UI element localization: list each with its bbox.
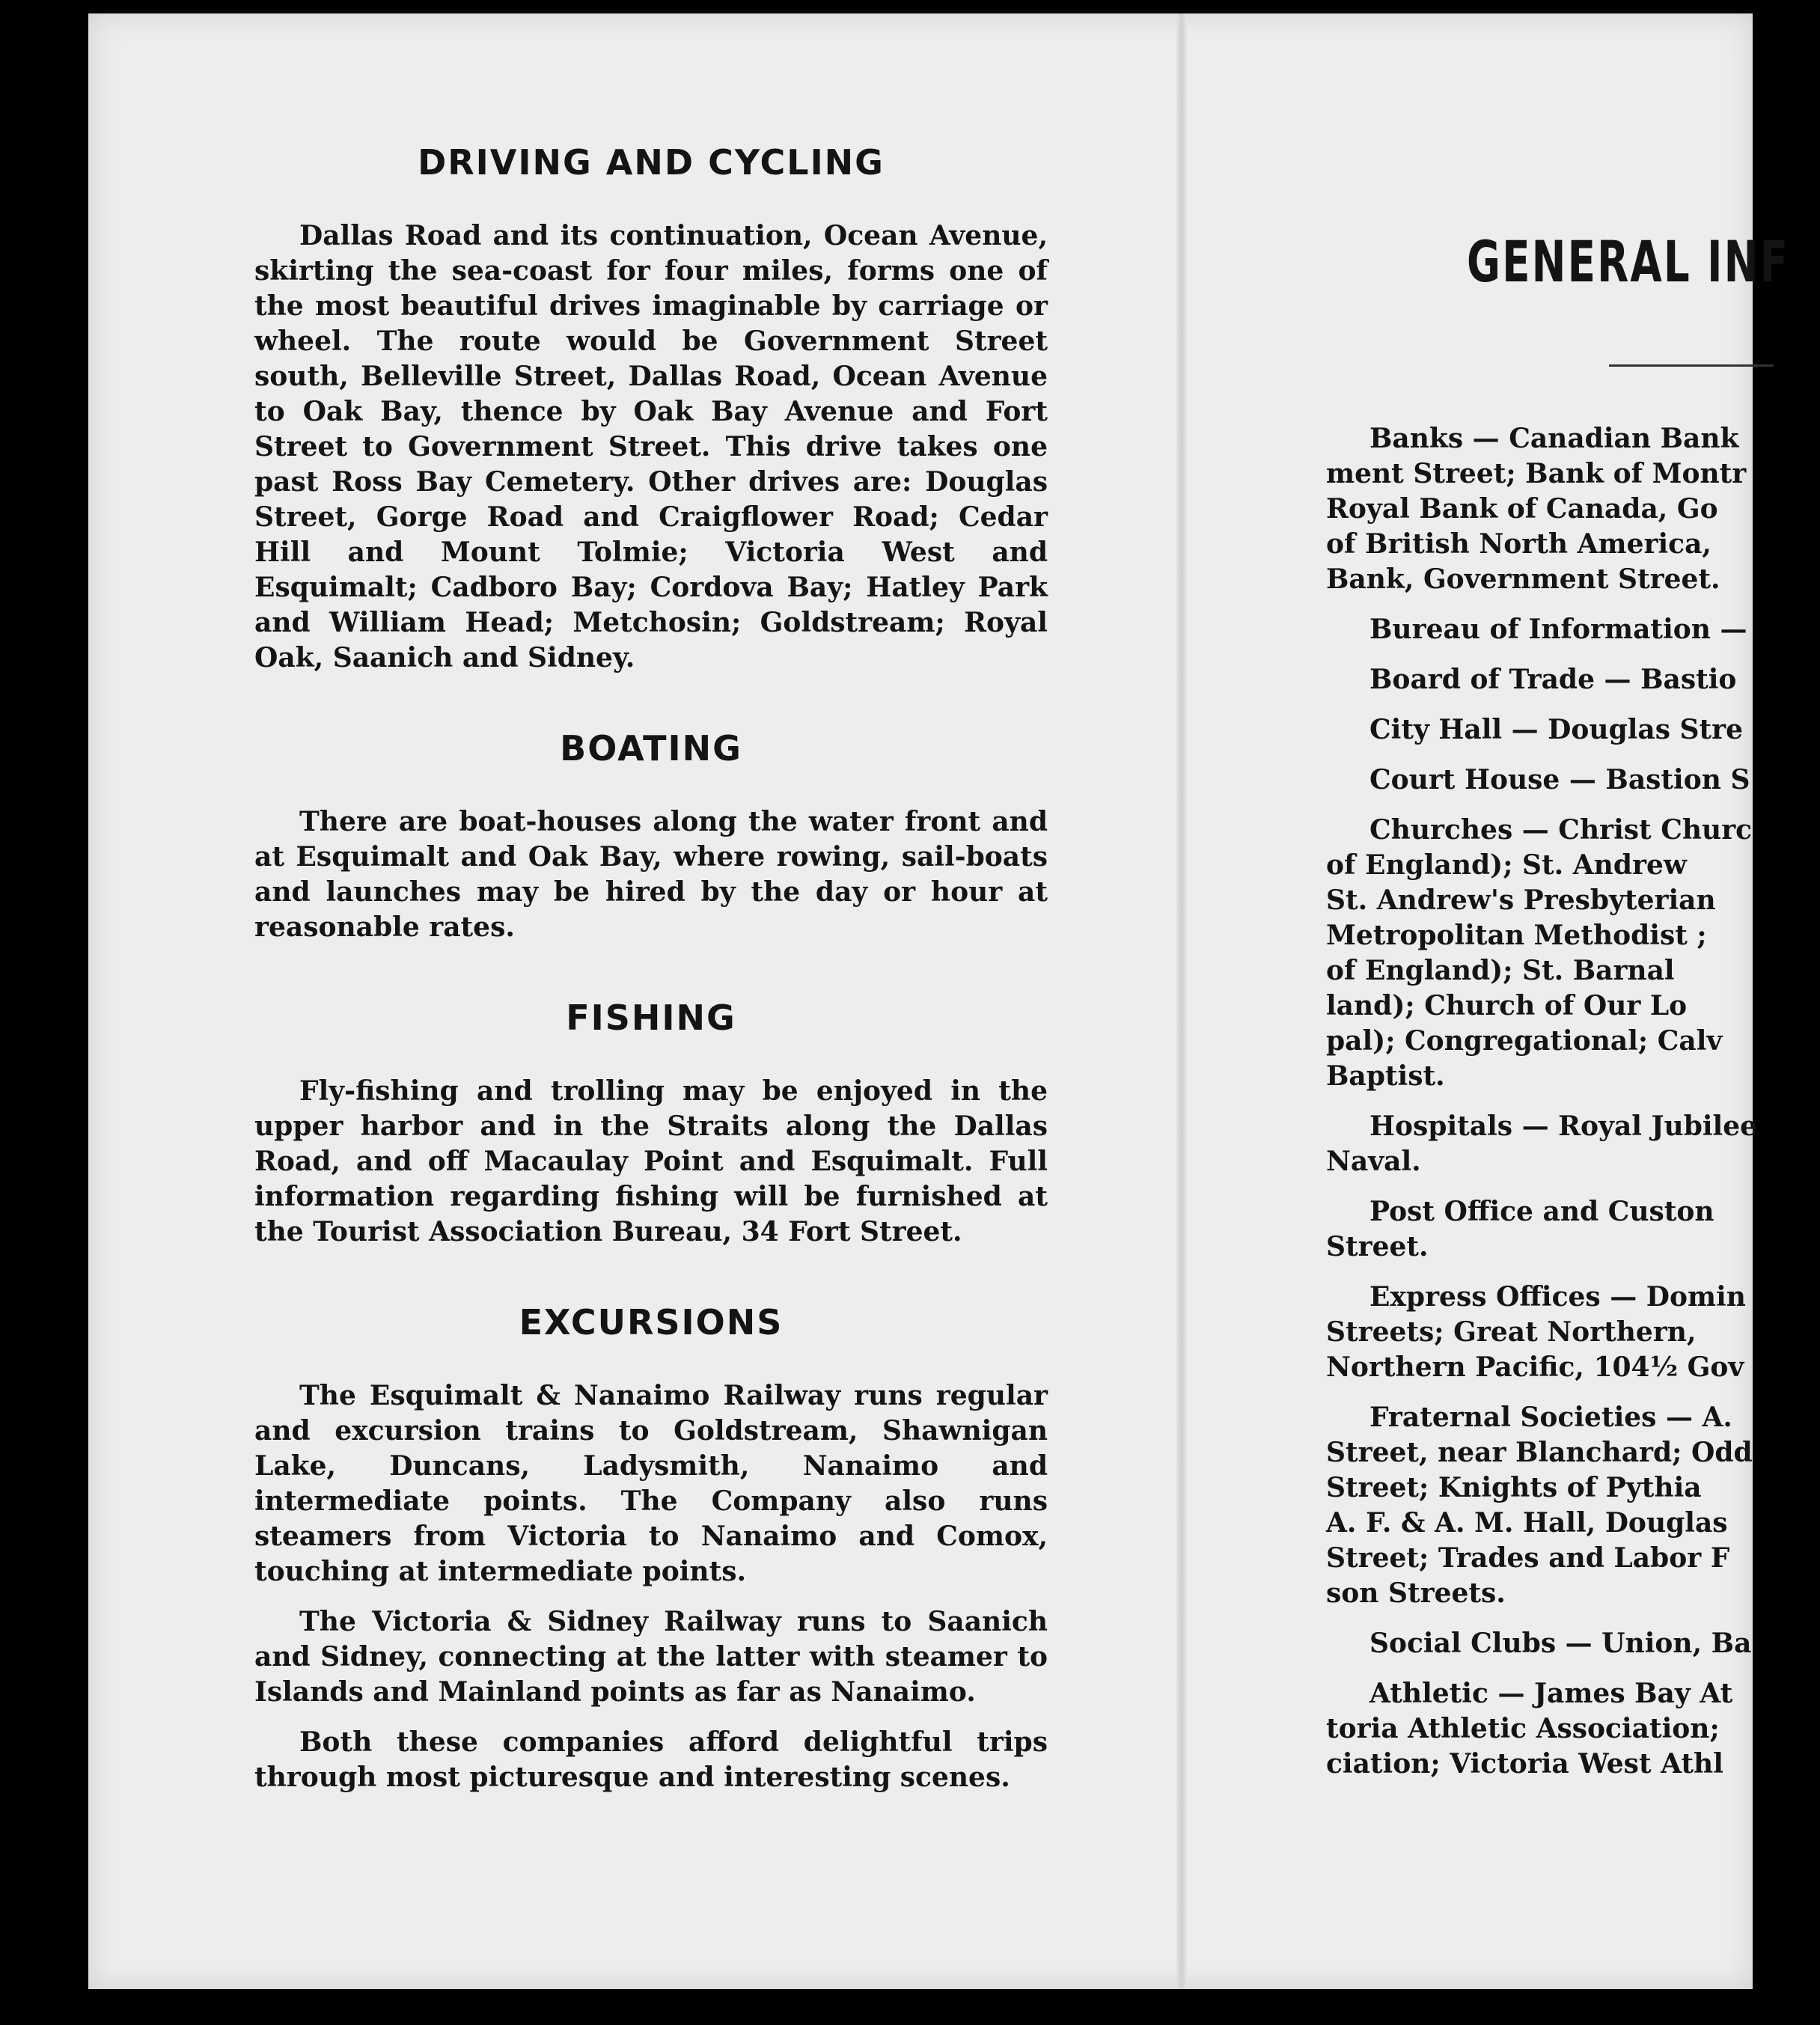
- text-line: Board of Trade — Bastio: [1369, 664, 1737, 695]
- text-line: Streets; Great Northern,: [1326, 1316, 1697, 1348]
- line-gap: [1326, 1661, 1820, 1676]
- text-line: Social Clubs — Union, Ba: [1369, 1628, 1752, 1659]
- paragraph: There are boat-houses along the water front and at Esquimalt and Oak Bay, where rowing, sail-boats and launches may be hired by the day or hour at reasonable rates.: [254, 806, 1048, 943]
- text-line: Street; Trades and Labor F: [1326, 1542, 1730, 1574]
- paragraph: Dallas Road and its continuation, Ocean Avenue, skirting the sea-coast for four miles, forms one of the most beautiful drives imaginable by carriage or wheel. The route would be Government Street south, Belleville Street, Dallas Road, Ocean Avenue to Oak Bay, thence by Oak Bay Avenue and Fort Street to Government Street. This drive takes one past Ross Bay Cemetery. Other drives are: Douglas Street, Gorge Road and Craigflower Road; Cedar Hill and Mount Tolmie; Victoria West and Esquimalt; Cadboro Bay; Cordova Bay; Hatley Park and William Head; Metchosin; Goldstream; Royal Oak, Saanich and Sidney.: [254, 220, 1048, 674]
- line-gap: [1326, 1265, 1820, 1280]
- section-heading: DRIVING AND CYCLING: [418, 142, 885, 183]
- line-gap: [1326, 597, 1820, 612]
- book-gutter: [1176, 13, 1187, 1989]
- section: [254, 728, 1048, 945]
- section: [254, 1302, 1048, 1795]
- section-heading: FISHING: [566, 998, 736, 1038]
- text-line: ment Street; Bank of Montr: [1326, 458, 1747, 489]
- section-heading: EXCURSIONS: [519, 1302, 784, 1343]
- text-line: A. F. & A. M. Hall, Douglas: [1326, 1507, 1728, 1539]
- line-gap: [1326, 1385, 1820, 1400]
- paragraph: The Esquimalt & Nanaimo Railway runs regular and excursion trains to Goldstream, Shawnigan Lake, Duncans, Ladysmith, Nanaimo and intermediate points. The Company also runs steamers from Victoria to Nanaimo and Comox, touching at intermediate points.: [254, 1380, 1048, 1587]
- page-title: GENERAL INF: [1467, 228, 1790, 295]
- section: [254, 998, 1048, 1250]
- line-gap: [1326, 1094, 1820, 1109]
- section: [254, 142, 1048, 676]
- text-line: Northern Pacific, 104½ Gov: [1326, 1351, 1744, 1383]
- text-line: Fraternal Societies — A.: [1369, 1402, 1732, 1433]
- right-page: [1293, 228, 1790, 1780]
- text-line: son Streets.: [1326, 1577, 1506, 1609]
- text-line: Baptist.: [1326, 1060, 1445, 1092]
- line-gap: [1326, 697, 1820, 712]
- text-line: Court House — Bastion S: [1369, 764, 1750, 795]
- text-line: Street.: [1326, 1231, 1429, 1262]
- text-line: Hospitals — Royal Jubilee: [1369, 1111, 1758, 1142]
- line-gap: [1326, 1179, 1820, 1194]
- text-line: ciation; Victoria West Athl: [1326, 1748, 1723, 1780]
- line-gap: [1326, 748, 1820, 763]
- text-line: of England); St. Andrew: [1326, 849, 1687, 881]
- text-line: Post Office and Custon: [1369, 1196, 1714, 1227]
- text-line: of England); St. Barnal: [1326, 955, 1675, 986]
- line-gap: [1326, 1611, 1820, 1626]
- text-line: St. Andrew's Presbyterian: [1326, 885, 1716, 916]
- paragraph: Both these companies afford delightful trips through most picturesque and interesting scenes.: [254, 1726, 1048, 1793]
- text-line: Churches — Christ Churc: [1369, 814, 1753, 846]
- section-heading: BOATING: [560, 728, 742, 769]
- line-gap: [1326, 647, 1820, 662]
- text-line: Athletic — James Bay At: [1369, 1678, 1733, 1709]
- text-line: Express Offices — Domin: [1369, 1281, 1746, 1313]
- text-line: Royal Bank of Canada, Go: [1326, 493, 1718, 525]
- paragraph: Fly-fishing and trolling may be enjoyed in the upper harbor and in the Straits along the Dallas Road, and off Macaulay Point and Esquimalt. Full information regarding fishing will be furnished at the Tourist Association Bureau, 34 Fort Street.: [254, 1075, 1048, 1247]
- paragraph: The Victoria & Sidney Railway runs to Saanich and Sidney, connecting at the latter with steamer to Islands and Mainland points as far as Nanaimo.: [254, 1606, 1048, 1708]
- title-rule: [1609, 364, 1774, 367]
- text-line: land); Church of Our Lo: [1326, 990, 1688, 1021]
- text-line: Naval.: [1326, 1146, 1421, 1177]
- text-line: Bureau of Information —: [1369, 614, 1747, 645]
- text-line: Banks — Canadian Bank: [1369, 423, 1739, 454]
- text-line: Metropolitan Methodist ;: [1326, 920, 1707, 951]
- text-line: pal); Congregational; Calv: [1326, 1025, 1723, 1057]
- text-line: of British North America,: [1326, 528, 1711, 560]
- right-page-body: [1326, 421, 1820, 1782]
- text-line: Street, near Blanchard; Odd: [1326, 1437, 1753, 1468]
- text-line: City Hall — Douglas Stre: [1369, 714, 1744, 745]
- left-page: [254, 142, 1048, 1848]
- text-line: Street; Knights of Pythia: [1326, 1472, 1702, 1503]
- text-line: toria Athletic Association;: [1326, 1713, 1720, 1744]
- line-gap: [1326, 798, 1820, 813]
- text-line: Bank, Government Street.: [1326, 563, 1720, 595]
